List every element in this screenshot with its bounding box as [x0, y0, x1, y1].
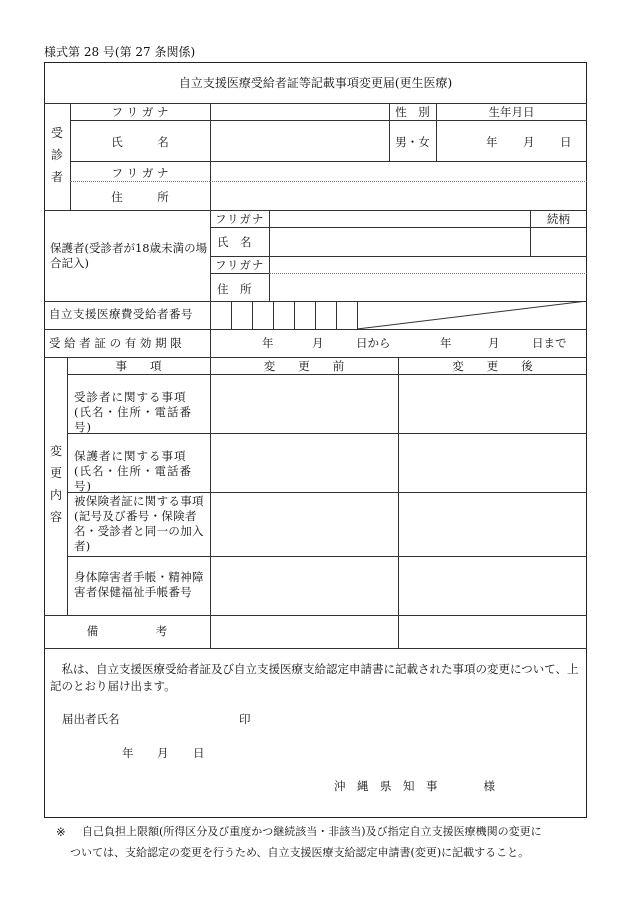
guardian-address-furigana-label: フリガナ [215, 258, 265, 272]
patient-furigana-label: フ リ ガ ナ [111, 105, 169, 119]
validity-from-day: 日から [356, 336, 391, 350]
guardian-name-label: 氏 名 [217, 235, 252, 249]
before-field-insurance[interactable] [211, 493, 397, 555]
guardian-furigana-label: フリガナ [215, 212, 265, 226]
changes-section-label: 変 更 内 容 [49, 444, 62, 524]
dob-day: 日 [560, 135, 572, 149]
validity-from-year: 年 [262, 336, 274, 350]
before-field-guardian[interactable] [211, 434, 397, 491]
before-field-patient[interactable] [211, 375, 397, 432]
change-row-patient: 受診者に関する事項 (氏名・住所・電話番号) [74, 390, 192, 434]
recipient-number-diagonal [357, 301, 587, 329]
dob-month: 月 [523, 135, 535, 149]
dob-label: 生年月日 [488, 105, 535, 119]
addressee: 沖 縄 県 知 事 様 [334, 779, 495, 793]
guardian-address-field[interactable] [270, 274, 586, 300]
recipient-number-boxes[interactable] [211, 302, 356, 328]
sex-label: 性 別 [395, 105, 430, 119]
remarks-label: 備 考 [86, 624, 168, 638]
date-day: 日 [193, 746, 205, 760]
change-row-insurance: 被保険者証に関する事項 (記号及び番号・保険者 名・受診者と同一の加入 者) [74, 494, 204, 553]
after-field-handbook[interactable] [399, 557, 586, 614]
submitter-label: 届出者氏名 [62, 712, 120, 726]
validity-from-month: 月 [312, 336, 324, 350]
declaration-text: 私は、自立支援医療受給者証及び自立支援医療支給認定申請書に記載された事項の変更について、上記のとおり届け出ます。 [50, 662, 579, 693]
remarks-before-field[interactable] [211, 616, 397, 647]
form-title: 自立支援医療受給者証等記載事項変更届(更生医療) [178, 76, 453, 90]
patient-name-field[interactable] [211, 121, 388, 160]
date-month: 月 [157, 746, 169, 760]
validity-to-month: 月 [488, 336, 500, 350]
guardian-name-field[interactable] [270, 228, 529, 255]
validity-to-year: 年 [440, 336, 452, 350]
dob-year: 年 [486, 135, 498, 149]
sex-value[interactable]: 男・女 [395, 135, 430, 149]
footnote-line-2: ついては、支給認定の変更を行うため、自立支援医療支給認定申請書(変更)に記載すること。 [70, 846, 530, 859]
footnote-line-1: 自己負担上限額(所得区分及び重度かつ継続該当・非該当)及び指定自立支援医療機関の変更に [82, 825, 542, 838]
before-field-handbook[interactable] [211, 557, 397, 614]
guardian-relation-label: 続柄 [547, 212, 570, 226]
remarks-after-field[interactable] [399, 616, 586, 647]
after-field-insurance[interactable] [399, 493, 586, 555]
seal-label: 印 [239, 712, 251, 726]
col-after-header: 変 更 後 [452, 359, 533, 373]
validity-label: 受 給 者 証 の 有 効 期 限 [49, 336, 182, 350]
form-number: 様式第 28 号(第 27 条関係) [44, 45, 196, 59]
validity-to-day: 日まで [532, 336, 567, 350]
validity-field[interactable] [211, 330, 586, 356]
change-row-guardian: 保護者に関する事項 (氏名・住所・電話番号) [74, 449, 192, 493]
guardian-address-label: 住 所 [217, 282, 252, 296]
patient-section-label: 受 診 者 [50, 126, 63, 184]
after-field-guardian[interactable] [399, 434, 586, 491]
col-before-header: 変 更 前 [263, 359, 345, 373]
date-year: 年 [122, 746, 134, 760]
patient-name-furigana-field[interactable] [211, 104, 388, 119]
submitter-name-field[interactable] [128, 710, 233, 728]
guardian-label: 保護者(受診者が18歳未満の場合記入) [50, 241, 208, 270]
patient-name-label: 氏 名 [111, 135, 169, 149]
change-row-handbook: 身体障害者手帳・精神障 害者保健福祉手帳番号 [74, 570, 204, 599]
after-field-patient[interactable] [399, 375, 586, 432]
recipient-number-label: 自立支援医療費受給者番号 [49, 307, 193, 321]
patient-address-field[interactable] [211, 182, 586, 209]
footnote-mark: ※ [56, 825, 66, 839]
address-label: 住 所 [111, 190, 169, 204]
col-item-header: 事 項 [115, 359, 162, 373]
address-furigana-label: フ リ ガ ナ [111, 166, 169, 180]
